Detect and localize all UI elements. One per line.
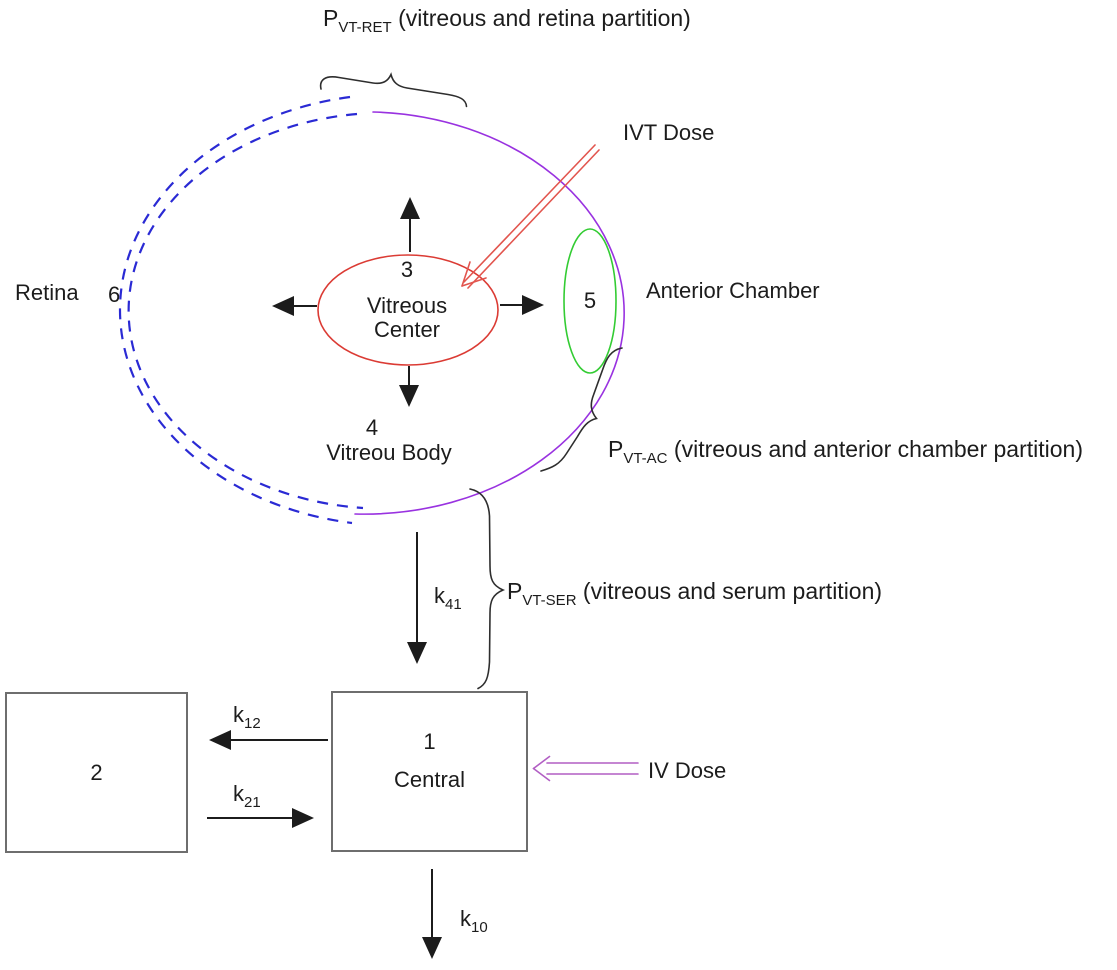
k10-subscript: 10	[471, 919, 488, 936]
anterior-chamber-partition-label	[608, 436, 1083, 466]
peripheral-compartment-number: 2	[90, 759, 103, 785]
retina-partition-label	[323, 5, 691, 35]
retina-partition-subscript: VT-RET	[338, 19, 392, 36]
k12-label	[233, 702, 261, 731]
k21-label	[233, 781, 261, 810]
vitreous-center-text	[367, 258, 447, 342]
k12-symbol: k	[233, 702, 244, 727]
central-compartment-label: Central	[394, 766, 465, 792]
k21-subscript: 21	[244, 794, 261, 811]
peripheral-compartment-box	[5, 692, 188, 853]
k10-label	[460, 906, 488, 935]
k10-symbol: k	[460, 906, 471, 931]
k21-symbol: k	[233, 781, 244, 806]
vitreous-center-number: 3	[400, 257, 414, 282]
central-compartment-box	[331, 691, 528, 852]
serum-partition-brace	[470, 489, 503, 689]
iv-dose-label: IV Dose	[648, 758, 727, 783]
vitreous-center-line1: Vitreous	[366, 293, 448, 318]
k41-label	[434, 583, 462, 612]
retina-label: Retina	[15, 280, 79, 305]
ac-partition-symbol: P	[608, 436, 624, 462]
serum-partition-subscript: VT-SER	[522, 592, 577, 609]
vitreous-center-line2: Center	[373, 317, 441, 342]
k41-symbol: k	[434, 583, 445, 608]
serum-partition-label	[507, 578, 882, 608]
serum-partition-description: (vitreous and serum partition)	[576, 578, 883, 604]
vitreous-body-label: Vitreou Body	[326, 440, 452, 465]
anterior-chamber-number: 5	[583, 288, 597, 313]
retina-partition-symbol: P	[323, 5, 339, 31]
vitreous-body-number: 4	[365, 415, 379, 440]
k12-subscript: 12	[244, 715, 261, 732]
retina-number: 6	[108, 282, 121, 307]
k41-subscript: 41	[445, 596, 462, 613]
ivt-dose-arrow	[462, 145, 599, 288]
retina-partition-description: (vitreous and retina partition)	[391, 5, 691, 31]
central-compartment-number: 1	[423, 728, 436, 754]
serum-partition-symbol: P	[507, 578, 523, 604]
ivt-dose-arrow-shaft-upper	[464, 145, 595, 282]
ac-partition-subscript: VT-AC	[623, 450, 668, 467]
ivt-dose-arrowhead-barb2	[462, 262, 470, 286]
retina-partition-brace	[321, 75, 467, 107]
retina-outer-dashed-arc	[120, 97, 352, 523]
anterior-chamber-label: Anterior Chamber	[646, 278, 820, 303]
iv-dose-arrow	[534, 757, 639, 781]
ivt-dose-arrow-shaft-lower	[468, 150, 599, 288]
ac-partition-description: (vitreous and anterior chamber partition)	[667, 436, 1084, 462]
ivt-dose-label: IVT Dose	[623, 120, 715, 145]
